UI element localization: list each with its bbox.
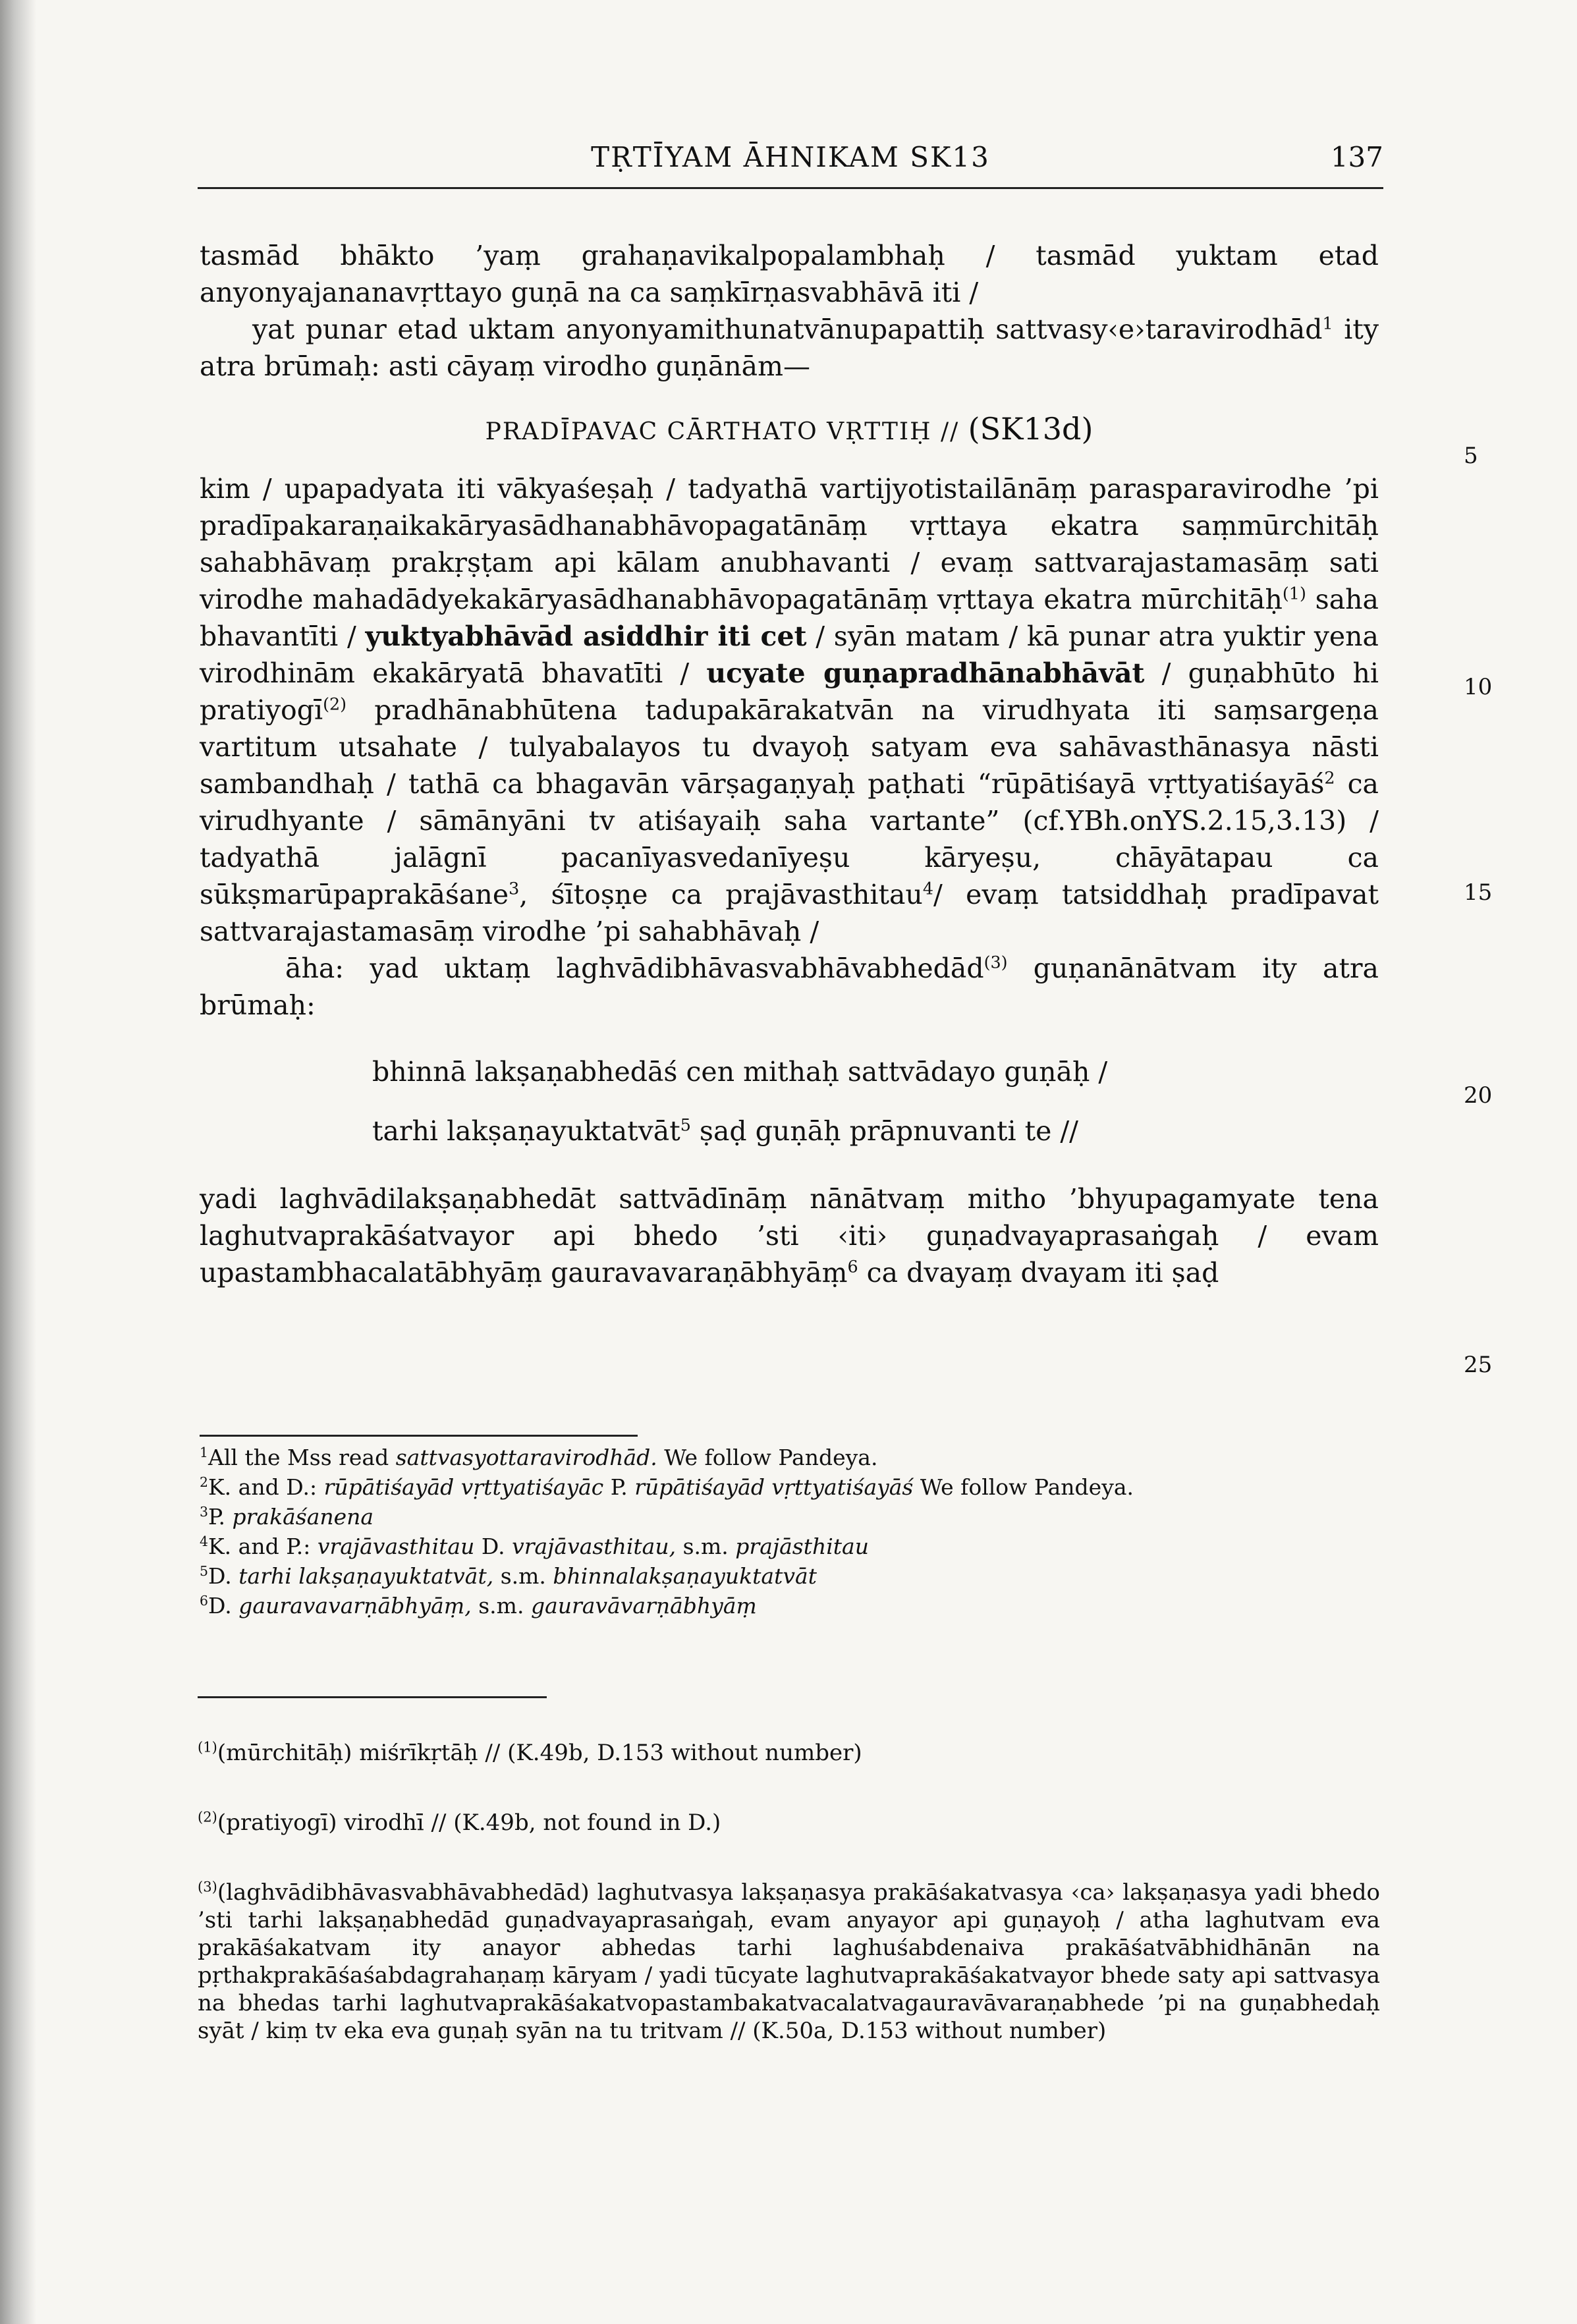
text-span: s.m. xyxy=(682,1534,736,1559)
footnote-item xyxy=(200,1502,1379,1532)
text-span: pradhānabhūtena tadupakārakatvān na virudhyata iti saṃsargeṇa vartitum utsahate / tulyabalayos tu dvayoḥ satyam eva sahāvasthānasya nāsti sambandhaḥ / tathā ca bhagavān vārṣagaṇyaḥ paṭhati “rūpātiśayā vṛttyatiśayāś xyxy=(200,694,1379,800)
text-span: vrajāvasthitau xyxy=(317,1534,475,1559)
text-span: rūpātiśayād vṛttyatiśayāc xyxy=(323,1474,604,1500)
footnote-ref: 4 xyxy=(922,878,934,899)
note-ref: (2) xyxy=(323,694,347,714)
running-title: TṚTĪYAM ĀHNIKAM SK13 xyxy=(591,141,990,173)
verse xyxy=(372,1042,1379,1161)
note-text: (mūrchitāḥ) miśrīkṛtāḥ // (K.49b, D.153 without number) xyxy=(217,1740,862,1766)
line-number: 15 xyxy=(1464,879,1493,906)
text-span: s.m. xyxy=(500,1563,553,1589)
text-span: sattvasyottaravirodhād. xyxy=(395,1445,657,1470)
note-item xyxy=(198,1739,1380,1767)
line-number: 5 xyxy=(1464,443,1478,469)
text-span: / syān matam / kā punar atra yuktir yena virodhinām ekakāryatā bhavatīti / xyxy=(200,621,1379,689)
paragraph-1: tasmād bhākto ’yaṃ grahaṇavikalpopalambhaḥ / tasmād yuktam etad anyonyajananavṛttayo guṇā na ca saṃkīrṇasvabhāvā iti / xyxy=(200,240,1379,308)
footnote-divider xyxy=(200,1435,638,1437)
footnote-item xyxy=(200,1561,1379,1591)
footnote-number: 2 xyxy=(200,1474,209,1490)
text-span: We follow Pandeya. xyxy=(657,1445,878,1470)
note-item xyxy=(198,1879,1380,2045)
page-number: 137 xyxy=(1330,141,1383,173)
verse-line-2 xyxy=(372,1101,1379,1161)
text-span: yat punar etad uktam anyonyamithunatvānupapattiḥ sattvasy‹e›taravirodhād xyxy=(252,314,1323,345)
text-span: , śītoṣṇe ca prajāvasthitau xyxy=(519,879,923,910)
text-span: kim / upapadyata iti vākyaśeṣaḥ / tadyathā vartijyotistailānāṃ parasparavirodhe ’pi pradīpakaraṇaikakāryasādhanabhāvopagatānāṃ vṛttaya ekatra saṃmūrchitāḥ sahabhāvaṃ prakṛṣṭam api kālam anubhavanti / evaṃ sattvarajastamasāṃ sati virodhe mahadādyekakāryasādhanabhāvopagatānāṃ vṛttaya ekatra mūrchitāḥ xyxy=(200,473,1379,615)
footnote-ref: 1 xyxy=(1322,313,1333,333)
text-span: K. and P.: xyxy=(208,1534,318,1559)
footnote-item xyxy=(200,1443,1379,1472)
heading-ref: (SK13d) xyxy=(968,411,1093,447)
running-header xyxy=(198,141,1383,189)
footnotes xyxy=(200,1443,1379,1620)
paragraph-5 xyxy=(200,1180,1379,1291)
note-number: (2) xyxy=(198,1808,217,1825)
footnote-number: 1 xyxy=(200,1445,209,1460)
text-span: / evaṃ tatsiddhaḥ pradīpavat sattvarajastamasāṃ virodhe ’pi sahabhāvaḥ / xyxy=(200,879,1379,947)
line-number: 25 xyxy=(1464,1352,1493,1378)
footnote-ref: 3 xyxy=(509,878,520,899)
text-span: All the Mss read xyxy=(208,1445,396,1470)
text-span: D. xyxy=(208,1563,239,1589)
text-span: We follow Pandeya. xyxy=(913,1474,1134,1500)
text-span: K. and D.: xyxy=(208,1474,324,1500)
text-span: P. xyxy=(208,1504,233,1530)
note-text: (pratiyogī) virodhī // (K.49b, not found in D.) xyxy=(217,1810,721,1836)
heading-text: PRADĪPAVAC CĀRTHATO VṚTTIḤ // xyxy=(485,418,960,445)
text-span: tarhi lakṣaṇayuktatvāt xyxy=(372,1115,680,1147)
text-span: rūpātiśayād vṛttyatiśayāś xyxy=(634,1474,914,1500)
text-span: saha bhavantīti / xyxy=(200,584,1379,652)
paragraph-3 xyxy=(200,470,1379,950)
note-text: (laghvādibhāvasvabhāvabhedād) laghutvasya lakṣaṇasya prakāśakatvasya ‹ca› lakṣaṇasya yadi bhedo ’sti tarhi lakṣaṇabhedād guṇadvayaprasaṅgaḥ, evam anyayor api guṇayoḥ / atha laghutvam eva prakāśakatvam ity anayor abhedas tarhi laghuśabdenaiva prakāśatvābhidhānān na pṛthakprakāśaśabdagrahaṇaṃ kāryam / yadi tūcyate laghutvaprakāśakatvayor bhede saty api sattvasya na bhedas tarhi laghutvaprakāśakatvopastambakatvacalatvagauravāvaraṇabhede ’pi na guṇabhedaḥ syāt / kiṃ tv eka eva guṇaḥ syān na tu tritvam // (K.50a, D.153 without number) xyxy=(198,1879,1380,2044)
text-span: D. xyxy=(474,1534,512,1559)
footnote-number: 5 xyxy=(200,1563,209,1579)
text-span: yadi laghvādilakṣaṇabhedāt sattvādīnāṃ nānātvaṃ mitho ’bhyupagamyate tena laghutvaprakāśatvayor api bhedo ’sti ‹iti› guṇadvayaprasaṅgaḥ / evam upastambhacalatābhyāṃ gauravavaraṇābhyāṃ xyxy=(200,1183,1379,1288)
notes-divider xyxy=(198,1696,547,1698)
text-span: prakāśanena xyxy=(232,1504,374,1530)
footnote-item xyxy=(200,1472,1379,1502)
footnote-number: 6 xyxy=(200,1593,209,1609)
text-span: D. xyxy=(208,1593,239,1618)
bold-phrase: ucyate guṇapradhānabhāvāt xyxy=(706,657,1145,689)
text-span: prajāsthitau xyxy=(735,1534,869,1559)
editorial-notes xyxy=(198,1739,1380,2087)
footnote-ref: 2 xyxy=(1324,767,1335,788)
text-span: tarhi lakṣaṇayuktatvāt, xyxy=(238,1563,501,1589)
text-span: āha: yad uktaṃ laghvādibhāvasvabhāvabhedād xyxy=(285,953,984,984)
paragraph-2 xyxy=(200,311,1379,385)
paragraph-4 xyxy=(200,950,1379,1024)
note-number: (3) xyxy=(198,1878,217,1895)
text-span: / guṇabhūto hi pratiyogī xyxy=(200,657,1379,726)
note-number: (1) xyxy=(198,1738,217,1756)
bold-phrase: yuktyabhāvād asiddhir iti cet xyxy=(365,621,807,652)
text-span: s.m. xyxy=(478,1593,531,1618)
line-number: 10 xyxy=(1464,674,1493,700)
text-span: vrajāvasthitau, xyxy=(512,1534,683,1559)
main-text xyxy=(200,237,1379,1291)
footnote-number: 4 xyxy=(200,1534,209,1549)
text-span: gauravāvarṇābhyāṃ xyxy=(530,1593,757,1618)
text-span: gauravavarṇābhyāṃ, xyxy=(238,1593,479,1618)
text-span: guṇanānātvam ity atra brūmaḥ: xyxy=(200,953,1379,1021)
verse-line-1: bhinnā lakṣaṇabhedāś cen mithaḥ sattvādayo guṇāḥ / xyxy=(372,1056,1108,1088)
section-heading xyxy=(200,411,1379,447)
footnote-item xyxy=(200,1591,1379,1620)
footnote-ref: 5 xyxy=(680,1115,691,1135)
text-span: ca dvayaṃ dvayam iti ṣaḍ xyxy=(858,1257,1219,1288)
text-span: ity atra brūmaḥ: asti cāyaṃ virodho guṇānām— xyxy=(200,314,1379,382)
text-span: ca virudhyante / sāmānyāni tv atiśayaiḥ saha vartante” (cf.YBh.onYS.2.15,3.13) / tadyathā jalāgnī pacanīyasvedanīyeṣu kāryeṣu, chāyātapau ca sūkṣmarūpaprakāśane xyxy=(200,768,1379,910)
footnote-item xyxy=(200,1532,1379,1561)
note-item xyxy=(198,1809,1380,1837)
text-span: P. xyxy=(603,1474,635,1500)
footnote-number: 3 xyxy=(200,1504,209,1520)
page-gutter-shadow xyxy=(0,0,36,2324)
line-number: 20 xyxy=(1464,1082,1493,1109)
footnote-ref: 6 xyxy=(847,1256,858,1277)
note-ref: (3) xyxy=(983,952,1008,972)
text-span: bhinnalakṣaṇayuktatvāt xyxy=(553,1563,817,1589)
note-ref: (1) xyxy=(1282,583,1306,603)
text-span: ṣaḍ guṇāḥ prāpnuvanti te // xyxy=(690,1115,1078,1147)
